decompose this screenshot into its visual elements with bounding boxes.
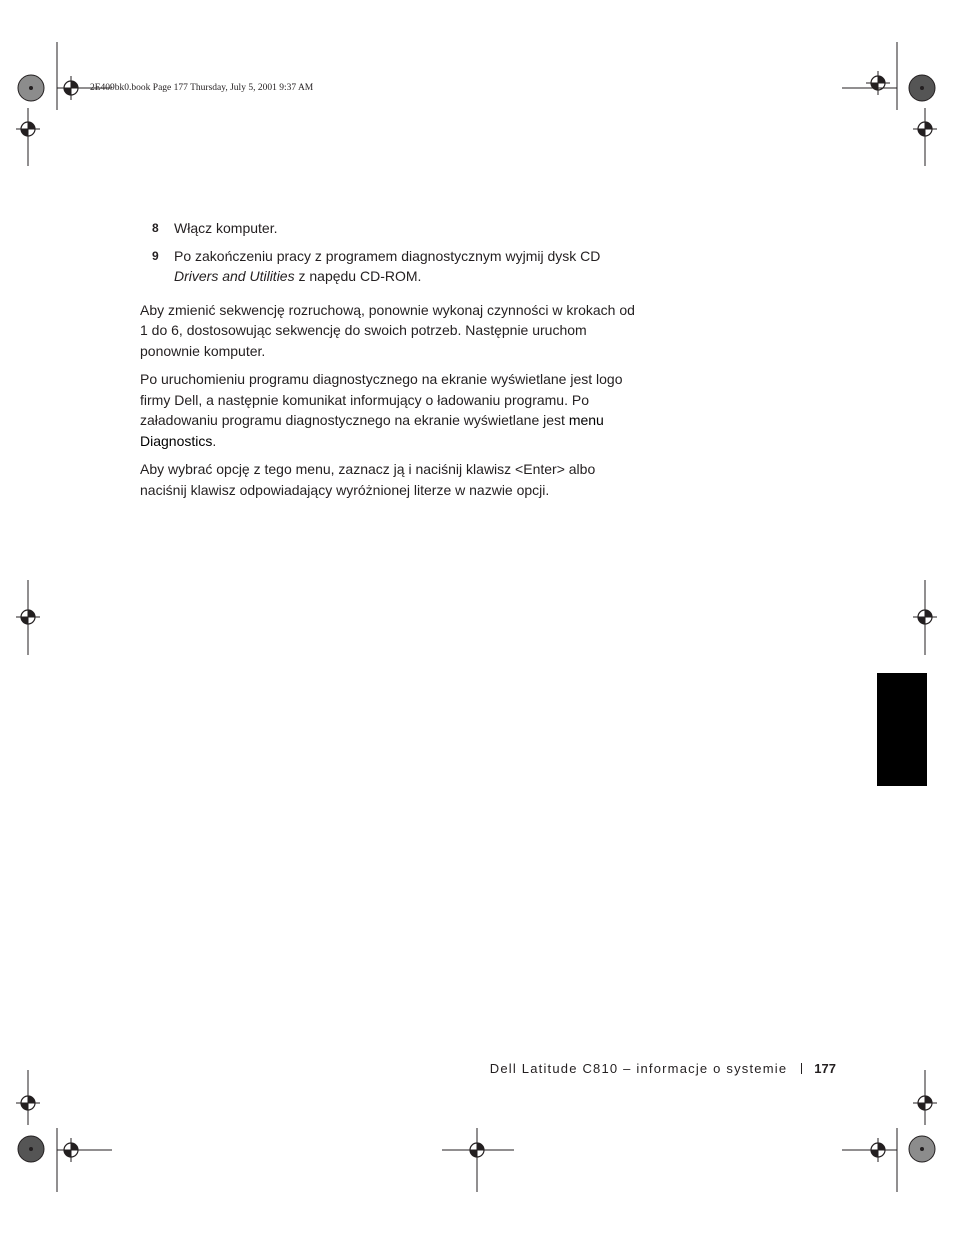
footer-title: Dell Latitude C810 – informacje o systemie (489, 1061, 788, 1076)
period: . (212, 432, 217, 449)
step-text: Włącz komputer. (174, 220, 278, 236)
starburst-bottom-right (909, 1136, 935, 1162)
paragraph-text: Po uruchomieniu programu diagnostycznego na ekranie wyświetlane jest logo firmy Dell, a następnie komunikat informujący o ładowaniu programu. Po załadowaniu programu diagnostycznego na ekranie wyświetlane jest (140, 371, 623, 428)
paragraph-select-option: Aby wybrać opcję z tego menu, zaznacz ją i naciśnij klawisz <Enter> albo naciśnij klawisz odpowiadający wyróżnionej literze w nazwie opcji. (140, 461, 596, 498)
footer-separator (801, 1063, 802, 1074)
starburst-top-right (909, 75, 935, 101)
cd-title: Drivers and Utilities (174, 268, 295, 284)
step-number: 8 (152, 221, 159, 235)
step-9 (140, 246, 640, 287)
step-text: Po zakończeniu pracy z programem diagnostycznym wyjmij dysk CD (174, 247, 601, 264)
page-number: 177 (814, 1061, 836, 1076)
page-content (140, 218, 640, 508)
step-8 (140, 218, 640, 239)
paragraph-boot-sequence: Aby zmienić sekwencję rozruchową, ponownie wykonaj czynności w krokach od 1 do 6, dostosowując sekwencję do swoich potrzeb. Następnie uruchom ponownie komputer. (140, 301, 635, 359)
section-tab (877, 673, 927, 786)
page-footer (490, 1061, 836, 1076)
step-text-end: z napędu CD-ROM. (294, 268, 422, 284)
step-number: 9 (152, 248, 159, 263)
starburst-top-left (18, 75, 44, 101)
paragraph-diagnostics-start (140, 369, 640, 451)
starburst-bottom-left (18, 1136, 44, 1162)
print-slug: 2E409bk0.book Page 177 Thursday, July 5, 2001 9:37 AM (90, 83, 314, 93)
menu-term: menu Diagnostics (140, 412, 604, 449)
